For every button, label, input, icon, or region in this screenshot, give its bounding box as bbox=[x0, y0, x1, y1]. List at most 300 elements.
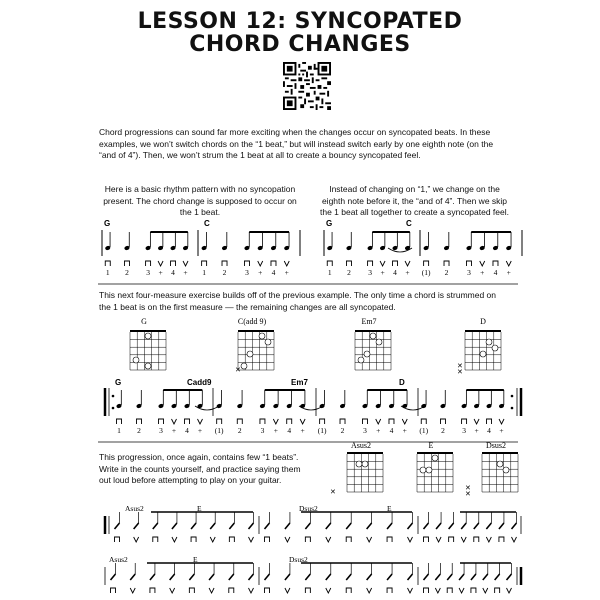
upstroke-icon bbox=[172, 419, 177, 424]
mute-mark: ✕ bbox=[330, 488, 336, 496]
upstroke-icon bbox=[367, 588, 372, 593]
downstroke-icon bbox=[387, 537, 392, 542]
slash-note bbox=[326, 523, 331, 529]
barlines bbox=[105, 567, 521, 585]
count-label: 1 bbox=[117, 426, 121, 435]
downstroke-icon bbox=[493, 261, 498, 266]
diagram-name: Asus2 bbox=[350, 441, 372, 450]
nut bbox=[130, 330, 166, 332]
slash-note bbox=[170, 574, 175, 580]
count-label: + bbox=[183, 268, 188, 277]
finger-dot bbox=[503, 467, 509, 473]
upstroke-icon bbox=[459, 588, 464, 593]
finger-dot bbox=[358, 357, 364, 363]
upstroke-icon bbox=[209, 588, 214, 593]
downstroke-icon bbox=[265, 537, 270, 542]
slash-note bbox=[499, 523, 504, 529]
finger-dot bbox=[145, 363, 151, 369]
downstroke-icon bbox=[340, 419, 345, 424]
finger-dot bbox=[247, 351, 253, 357]
example-right-notation bbox=[322, 218, 527, 276]
finger-dot bbox=[356, 461, 362, 467]
finger-dot bbox=[492, 345, 498, 351]
slash-note bbox=[172, 523, 177, 529]
downstroke-icon bbox=[444, 261, 449, 266]
barlines bbox=[105, 516, 521, 534]
count-label: 2 bbox=[444, 268, 449, 277]
upstroke-icon bbox=[326, 588, 331, 593]
downstroke-icon bbox=[171, 261, 176, 266]
chord-label: G bbox=[115, 378, 122, 387]
downstroke-icon bbox=[447, 588, 452, 593]
slash-note bbox=[229, 523, 234, 529]
section3-paragraph bbox=[99, 452, 329, 487]
slash-note bbox=[387, 574, 392, 580]
fretboard bbox=[347, 452, 383, 492]
downstroke-icon bbox=[115, 537, 120, 542]
downstroke-icon bbox=[387, 588, 392, 593]
chord-diagram-dsus2 bbox=[465, 441, 518, 498]
caption-line: eighth note before it, the “and of 4”. Then we skip bbox=[321, 195, 508, 206]
chord-label: G bbox=[104, 219, 111, 228]
chord-label: E bbox=[387, 504, 392, 513]
caption-line: Instead of changing on “1,” we change on the bbox=[329, 184, 500, 194]
downstroke-icon bbox=[421, 419, 426, 424]
upstroke-icon bbox=[507, 588, 512, 593]
count-label: + bbox=[474, 426, 479, 435]
count-label: 3 bbox=[363, 426, 367, 435]
slash-note bbox=[486, 523, 491, 529]
slash-note bbox=[346, 574, 351, 580]
downstroke-icon bbox=[185, 419, 190, 424]
count-label: 2 bbox=[340, 426, 345, 435]
slash-note bbox=[285, 523, 290, 529]
count-label: 2 bbox=[137, 426, 141, 435]
downstroke-icon bbox=[424, 261, 429, 266]
upstroke-icon bbox=[506, 261, 511, 266]
count-label: 4 bbox=[171, 268, 175, 277]
finger-dot bbox=[241, 363, 247, 369]
count-label: + bbox=[402, 426, 407, 435]
note-group bbox=[105, 232, 290, 251]
example-right-caption bbox=[312, 184, 517, 219]
downstroke-icon bbox=[487, 419, 492, 424]
slash-note bbox=[474, 523, 479, 529]
mute-mark: ✕ bbox=[457, 368, 463, 376]
qr-code-icon[interactable] bbox=[283, 62, 331, 110]
nut bbox=[482, 452, 518, 454]
barlines bbox=[324, 230, 522, 256]
section3-line: Write in the counts yourself, and practice saying them bbox=[99, 463, 301, 474]
intro-line: examples, we won’t switch chords on the “1 beat,” but will instead switch early by one eighth note (on the bbox=[99, 138, 494, 149]
upstroke-icon bbox=[249, 588, 254, 593]
chord-label: Asus2 bbox=[125, 504, 144, 513]
count-label: + bbox=[300, 426, 305, 435]
slash-note bbox=[115, 523, 120, 529]
count-group bbox=[328, 268, 511, 277]
upstroke-icon bbox=[435, 588, 440, 593]
slash-note bbox=[210, 523, 215, 529]
nut bbox=[465, 330, 501, 332]
finger-dot bbox=[133, 357, 139, 363]
upstroke-icon bbox=[486, 537, 491, 542]
downstroke-icon bbox=[393, 261, 398, 266]
upstroke-icon bbox=[285, 588, 290, 593]
diagram-name: D bbox=[480, 317, 486, 326]
count-label: 4 bbox=[271, 268, 276, 277]
upstroke-icon bbox=[285, 537, 290, 542]
nut bbox=[417, 452, 453, 454]
slash-note bbox=[367, 574, 372, 580]
slash-note bbox=[424, 574, 429, 580]
downstroke-icon bbox=[271, 261, 276, 266]
chord-diagram-d bbox=[457, 317, 501, 376]
downstroke-icon bbox=[146, 261, 151, 266]
finger-dot bbox=[432, 455, 438, 461]
slash-note bbox=[461, 523, 466, 529]
downstroke-icon bbox=[449, 537, 454, 542]
upstroke-icon bbox=[273, 419, 278, 424]
slash-note bbox=[265, 523, 270, 529]
intro-line: “and of 4”). Then, we won’t strum the 1 beat at all to create a bouncy syncopated feel. bbox=[99, 150, 421, 160]
upstroke-icon bbox=[512, 537, 517, 542]
downstroke-icon bbox=[105, 261, 110, 266]
downstroke-icon bbox=[191, 537, 196, 542]
count-label: 4 bbox=[185, 426, 189, 435]
strum-group bbox=[327, 261, 511, 266]
finger-dot bbox=[259, 333, 265, 339]
count-label: (1) bbox=[421, 268, 431, 277]
slash-note bbox=[189, 574, 194, 580]
downstroke-icon bbox=[159, 419, 164, 424]
downstroke-icon bbox=[117, 419, 122, 424]
mute-mark: ✕ bbox=[235, 366, 241, 374]
chord-diagram-g bbox=[130, 317, 166, 370]
finger-dot bbox=[486, 339, 492, 345]
upstroke-icon bbox=[183, 261, 188, 266]
strum-group bbox=[117, 419, 505, 424]
nut bbox=[347, 452, 383, 454]
slash-group bbox=[115, 512, 517, 529]
downstroke-icon bbox=[222, 261, 227, 266]
slash-note bbox=[507, 574, 512, 580]
downstroke-icon bbox=[462, 419, 467, 424]
downstroke-icon bbox=[244, 261, 249, 266]
diagram-name: C(add 9) bbox=[237, 317, 267, 326]
count-label: (1) bbox=[317, 426, 327, 435]
downstroke-icon bbox=[362, 419, 367, 424]
chord-label: D bbox=[399, 378, 405, 387]
downstroke-icon bbox=[111, 588, 116, 593]
chord-label: Dsus2 bbox=[299, 504, 318, 513]
caption-line: the 1 beat. bbox=[179, 207, 221, 217]
downstroke-icon bbox=[499, 537, 504, 542]
strum-group bbox=[115, 537, 517, 542]
finger-dot bbox=[480, 351, 486, 357]
finger-dot bbox=[497, 461, 503, 467]
downstroke-icon bbox=[327, 261, 332, 266]
chord-diagram-row bbox=[108, 318, 528, 374]
section3-line: out loud before attempting to play on your guitar. bbox=[99, 475, 282, 485]
count-label: 2 bbox=[237, 426, 242, 435]
section3-row2-notation bbox=[103, 553, 523, 599]
downstroke-icon bbox=[474, 537, 479, 542]
diagram-name: Em7 bbox=[361, 317, 377, 326]
count-label: + bbox=[197, 426, 203, 435]
slash-note bbox=[249, 574, 254, 580]
upstroke-icon bbox=[367, 537, 372, 542]
upstroke-icon bbox=[474, 419, 479, 424]
downstroke-icon bbox=[287, 419, 292, 424]
count-label: 3 bbox=[245, 268, 249, 277]
upstroke-icon bbox=[402, 419, 407, 424]
lesson-title-line2: CHORD CHANGES bbox=[189, 32, 411, 57]
intro-paragraph bbox=[99, 127, 519, 162]
downstroke-icon bbox=[202, 261, 207, 266]
slash-group bbox=[111, 563, 512, 580]
slash-note bbox=[191, 523, 196, 529]
count-label: 4 bbox=[487, 426, 491, 435]
count-label: + bbox=[171, 426, 177, 435]
upstroke-icon bbox=[461, 537, 466, 542]
downstroke-icon bbox=[189, 588, 194, 593]
finger-dot bbox=[370, 333, 376, 339]
upstroke-icon bbox=[483, 588, 488, 593]
slash-note bbox=[326, 574, 331, 580]
chord-label: C bbox=[204, 219, 210, 228]
count-label: 1 bbox=[105, 268, 110, 277]
slash-note bbox=[153, 523, 158, 529]
section2-line: This next four-measure exercise builds off of the previous example. The only time a chord is strummed on bbox=[99, 290, 497, 300]
chord-diagram-asus2 bbox=[330, 441, 383, 496]
count-label: (1) bbox=[419, 426, 429, 435]
downstroke-icon bbox=[305, 537, 310, 542]
slash-note bbox=[471, 574, 476, 580]
downstroke-icon bbox=[124, 261, 129, 266]
slash-note bbox=[265, 574, 270, 580]
count-label: 3 bbox=[462, 426, 466, 435]
count-label: 1 bbox=[327, 268, 332, 277]
chord-label: Cadd9 bbox=[187, 378, 212, 387]
count-label: 4 bbox=[393, 268, 397, 277]
downstroke-icon bbox=[440, 419, 445, 424]
downstroke-icon bbox=[229, 588, 234, 593]
downstroke-icon bbox=[495, 588, 500, 593]
slash-note bbox=[285, 574, 290, 580]
strum-group bbox=[105, 261, 289, 266]
chord-label: Em7 bbox=[291, 378, 308, 387]
downstroke-icon bbox=[237, 419, 242, 424]
slash-note bbox=[305, 523, 310, 529]
upstroke-icon bbox=[436, 537, 441, 542]
count-label: 4 bbox=[389, 426, 394, 435]
count-label: 2 bbox=[222, 268, 227, 277]
upstroke-icon bbox=[300, 419, 305, 424]
slash-note bbox=[408, 574, 413, 580]
upstroke-icon bbox=[249, 537, 254, 542]
count-label: 3 bbox=[260, 426, 265, 435]
section2-line: the 1 beat is on the first measure — the remaining changes are all syncopated. bbox=[99, 301, 396, 312]
downstroke-icon bbox=[471, 588, 476, 593]
finger-dot bbox=[265, 339, 271, 345]
upstroke-icon bbox=[284, 261, 289, 266]
diagram-name: Dsus2 bbox=[485, 441, 507, 450]
finger-dot bbox=[376, 339, 382, 345]
downstroke-icon bbox=[389, 419, 394, 424]
chord-diagram-e bbox=[417, 441, 453, 492]
count-label: + bbox=[376, 426, 381, 435]
count-label: (1) bbox=[214, 426, 224, 435]
note-group bbox=[327, 232, 512, 251]
count-label: 2 bbox=[347, 268, 351, 277]
diagram-name: E bbox=[428, 441, 434, 450]
count-label: 3 bbox=[146, 268, 150, 277]
divider bbox=[98, 283, 518, 285]
chord-diagram-row-2 bbox=[325, 440, 525, 498]
barlines bbox=[105, 388, 521, 416]
chord-label: G bbox=[326, 219, 333, 228]
downstroke-icon bbox=[305, 588, 310, 593]
count-label: 3 bbox=[368, 268, 372, 277]
upstroke-icon bbox=[170, 588, 175, 593]
count-group bbox=[117, 426, 504, 435]
slash-note bbox=[111, 574, 116, 580]
count-label: + bbox=[405, 268, 410, 277]
upstroke-icon bbox=[172, 537, 177, 542]
slash-note bbox=[229, 574, 234, 580]
slash-note bbox=[449, 523, 454, 529]
chord-diagram-em7 bbox=[355, 317, 391, 370]
strum-group bbox=[111, 588, 512, 593]
upstroke-icon bbox=[499, 419, 504, 424]
example-left-notation bbox=[100, 218, 305, 276]
section2-paragraph bbox=[99, 290, 519, 313]
count-label: + bbox=[499, 426, 504, 435]
upstroke-icon bbox=[134, 537, 139, 542]
intro-line: Chord progressions can sound far more exciting when the changes occur on syncopated beats. In these bbox=[99, 127, 491, 137]
finger-dot bbox=[145, 333, 151, 339]
upstroke-icon bbox=[210, 537, 215, 542]
downstroke-icon bbox=[346, 588, 351, 593]
upstroke-icon bbox=[380, 261, 385, 266]
slash-note bbox=[346, 523, 351, 529]
mute-mark: ✕ bbox=[457, 362, 463, 370]
chord-diagram-cadd9 bbox=[235, 317, 274, 374]
downstroke-icon bbox=[346, 261, 351, 266]
slash-note bbox=[447, 574, 452, 580]
slash-note bbox=[367, 523, 372, 529]
section3-row1-notation bbox=[103, 502, 523, 548]
upstroke-icon bbox=[480, 261, 485, 266]
downstroke-icon bbox=[424, 588, 429, 593]
fretboard bbox=[482, 452, 518, 492]
finger-dot bbox=[420, 467, 426, 473]
slash-note bbox=[424, 523, 429, 529]
slash-note bbox=[483, 574, 488, 580]
slash-note bbox=[130, 574, 135, 580]
count-label: 3 bbox=[159, 426, 163, 435]
count-label: + bbox=[380, 268, 385, 277]
count-label: + bbox=[284, 268, 289, 277]
slash-note bbox=[408, 523, 413, 529]
downstroke-icon bbox=[153, 537, 158, 542]
upstroke-icon bbox=[376, 419, 381, 424]
downstroke-icon bbox=[260, 419, 265, 424]
caption-line: the 1 beat all together to create a syncopated feel. bbox=[319, 207, 510, 217]
upstroke-icon bbox=[408, 588, 413, 593]
slash-note bbox=[387, 523, 392, 529]
section2-notation bbox=[103, 376, 523, 438]
count-label: 4 bbox=[493, 268, 498, 277]
slash-note bbox=[249, 523, 254, 529]
slash-note bbox=[495, 574, 500, 580]
note-group bbox=[116, 390, 505, 409]
slash-note bbox=[459, 574, 464, 580]
count-label: + bbox=[480, 268, 485, 277]
caption-line: present. The chord change is supposed to occur on bbox=[103, 195, 297, 206]
count-group bbox=[106, 268, 289, 277]
chord-label: E bbox=[193, 555, 198, 564]
downstroke-icon bbox=[137, 419, 142, 424]
upstroke-icon bbox=[405, 261, 410, 266]
slash-note bbox=[150, 574, 155, 580]
downstroke-icon bbox=[229, 537, 234, 542]
chord-label: Asus2 bbox=[109, 555, 128, 564]
finger-dot bbox=[362, 461, 368, 467]
nut bbox=[238, 330, 274, 332]
section3-line: This progression, once again, contains few “1 beats”. bbox=[99, 452, 299, 462]
count-label: 2 bbox=[125, 268, 129, 277]
chord-label: E bbox=[197, 504, 202, 513]
nut bbox=[355, 330, 391, 332]
upstroke-icon bbox=[258, 261, 263, 266]
count-label: 1 bbox=[202, 268, 206, 277]
upstroke-icon bbox=[198, 419, 203, 424]
downstroke-icon bbox=[368, 261, 373, 266]
downstroke-icon bbox=[265, 588, 270, 593]
downstroke-icon bbox=[320, 419, 325, 424]
count-label: + bbox=[273, 426, 278, 435]
downstroke-icon bbox=[150, 588, 155, 593]
downstroke-icon bbox=[346, 537, 351, 542]
example-left-caption bbox=[100, 184, 300, 219]
upstroke-icon bbox=[326, 537, 331, 542]
mute-mark: ✕ bbox=[465, 490, 471, 498]
count-label: 3 bbox=[467, 268, 471, 277]
downstroke-icon bbox=[217, 419, 222, 424]
barlines bbox=[102, 230, 300, 256]
upstroke-icon bbox=[408, 537, 413, 542]
slash-note bbox=[209, 574, 214, 580]
slash-note bbox=[134, 523, 139, 529]
count-label: + bbox=[506, 268, 511, 277]
count-label: 4 bbox=[287, 426, 292, 435]
count-label: + bbox=[258, 268, 263, 277]
count-label: 2 bbox=[441, 426, 445, 435]
finger-dot bbox=[364, 351, 370, 357]
downstroke-icon bbox=[424, 537, 429, 542]
chord-label: Dsus2 bbox=[289, 555, 308, 564]
lesson-title-line1: LESSON 12: SYNCOPATED bbox=[137, 9, 463, 34]
upstroke-icon bbox=[130, 588, 135, 593]
downstroke-icon bbox=[466, 261, 471, 266]
slash-note bbox=[305, 574, 310, 580]
slash-note bbox=[436, 523, 441, 529]
slash-note bbox=[435, 574, 440, 580]
count-label: + bbox=[158, 268, 163, 277]
diagram-name: G bbox=[141, 317, 147, 326]
upstroke-icon bbox=[158, 261, 163, 266]
